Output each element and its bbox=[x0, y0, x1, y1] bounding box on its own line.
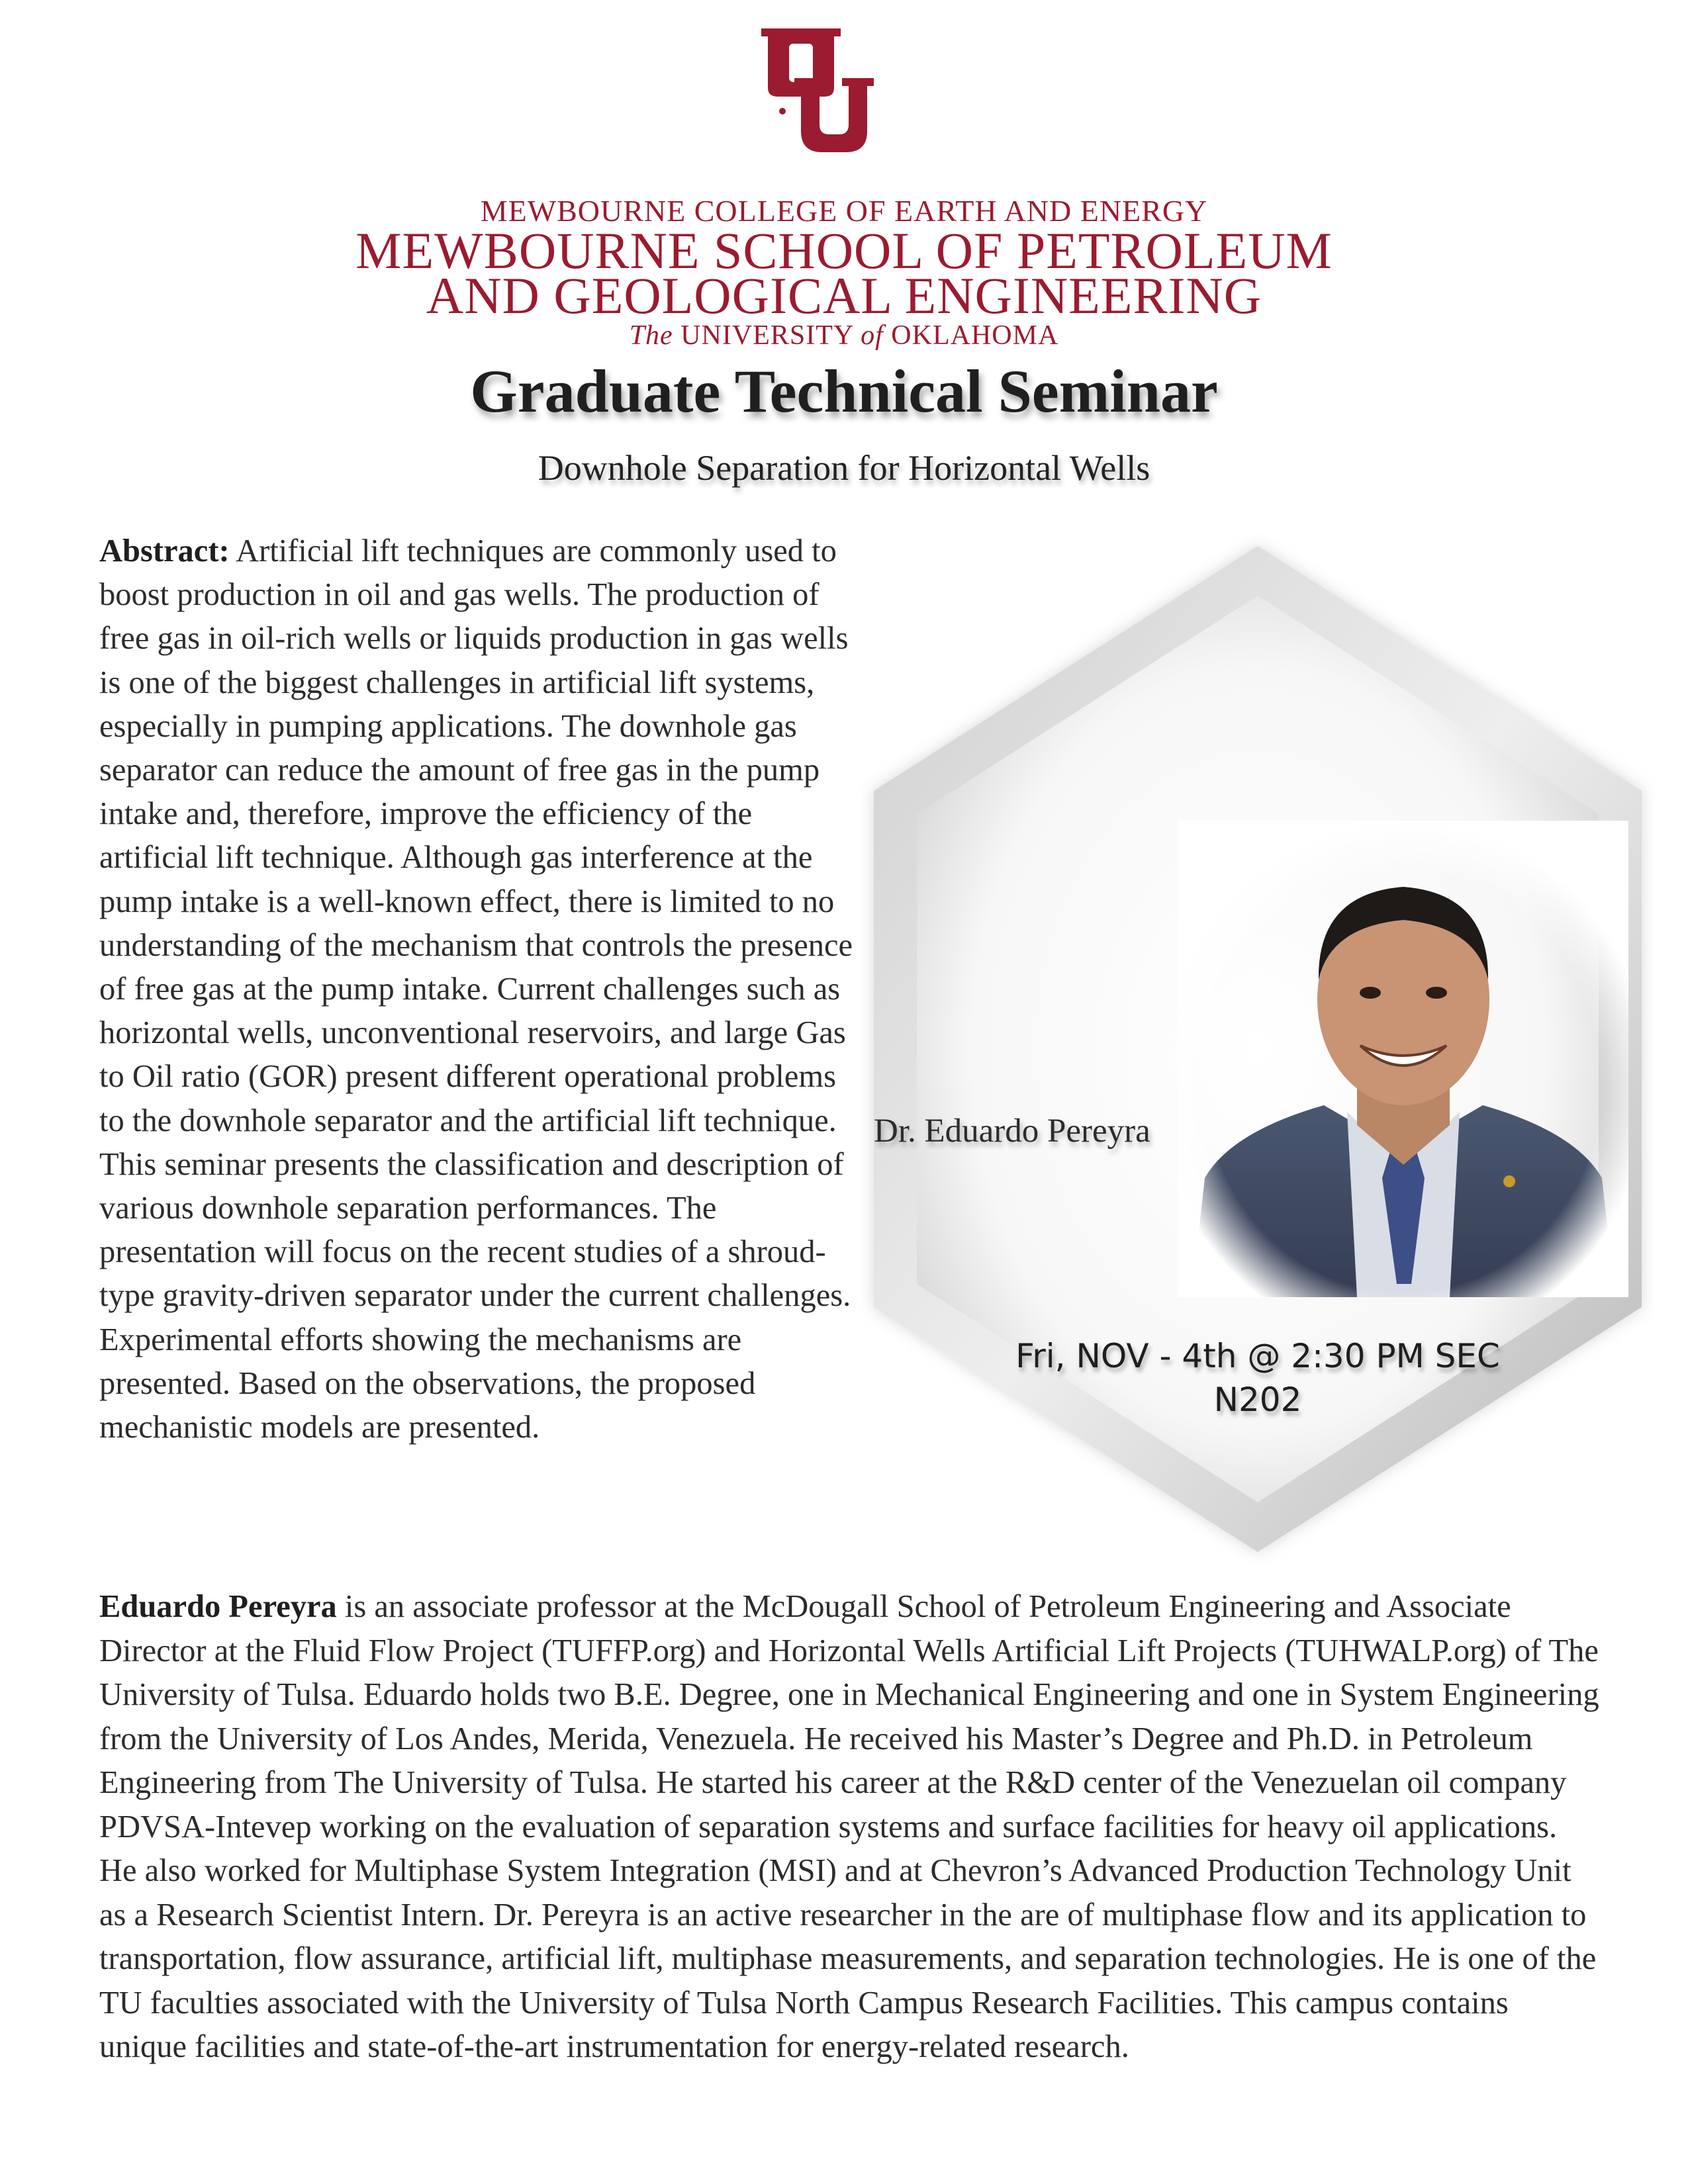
university-word: UNIVERSITY bbox=[680, 320, 853, 351]
speaker-name: Dr. Eduardo Pereyra bbox=[874, 1113, 1150, 1150]
university-name bbox=[0, 320, 1688, 351]
abstract-paragraph bbox=[99, 529, 867, 1449]
school-name-line1: MEWBOURNE SCHOOL OF PETROLEUM bbox=[355, 222, 1333, 279]
college-name: MEWBOURNE COLLEGE OF EARTH AND ENERGY bbox=[480, 194, 1208, 228]
school-name-line2: AND GEOLOGICAL ENGINEERING bbox=[426, 267, 1262, 324]
event-datetime: Fri, NOV - 4th @ 2:30 PM SEC bbox=[1015, 1337, 1500, 1375]
abstract-text: Artificial lift techniques are commonly used to boost production in oil and gas wells. The production of free gas in oil-rich wells or liquids production in gas wells is one of the biggest challenges in artificial lift systems, especially in pumping applications. The downhole gas separator can reduce the amount of free gas in the pump intake and, therefore, improve the efficiency of the artificial lift technique. Although gas interference at the pump intake is a well-known effect, there is limited to no understanding of the mechanism that controls the presence of free gas at the pump intake. Current challenges such as horizontal wells, unconventional reservoirs, and large Gas to Oil ratio (GOR) present different operational problems to the downhole separator and the artificial lift technique. This seminar presents the classification and description of various downhole separation performances. The presentation will focus on the recent studies of a shroud-type gravity-driven separator under the current challenges. Experimental efforts showing the mechanisms are presented. Based on the observations, the proposed mechanistic models are presented. bbox=[99, 533, 853, 1445]
talk-title: Downhole Separation for Horizontal Wells bbox=[538, 448, 1150, 488]
event-room: N202 bbox=[1213, 1381, 1302, 1419]
abstract-label: Abstract: bbox=[99, 533, 230, 569]
bio-name: Eduardo Pereyra bbox=[99, 1589, 337, 1624]
university-of: of bbox=[861, 320, 884, 351]
seminar-title: Graduate Technical Seminar bbox=[470, 357, 1218, 425]
university-state: OKLAHOMA bbox=[891, 320, 1059, 351]
bio-text: is an associate professor at the McDougall School of Petroleum Engineering and Associate Director at the Fluid Flow Project (TUFFP.org) and Horizontal Wells Artificial Lift Projects (TUHWALP.org) of The University of Tulsa. Eduardo holds two B.E. Degree, one in Mechanical Engineering and one in System Engineering from the University of Los Andes, Merida, Venezuela. He received his Master’s Degree and Ph.D. in Petroleum Engineering from The University of Tulsa. He started his career at the R&D center of the Venezuelan oil company PDVSA-Intevep working on the evaluation of separation systems and surface facilities for heavy oil applications. He also worked for Multiphase System Integration (MSI) and at Chevron’s Advanced Production Technology Unit as a Research Scientist Intern. Dr. Pereyra is an active researcher in the are of multiphase flow and its application to transportation, flow assurance, artificial lift, multiphase measurements, and separation technologies. He is one of the TU faculties associated with the University of Tulsa North Campus Research Facilities. This campus contains unique facilities and state-of-the-art instrumentation for energy-related research. bbox=[99, 1589, 1599, 2064]
speaker-bio bbox=[99, 1585, 1602, 2070]
university-the: The bbox=[629, 320, 673, 351]
speaker-photo bbox=[1178, 821, 1628, 1297]
ou-logo-icon bbox=[755, 25, 887, 158]
